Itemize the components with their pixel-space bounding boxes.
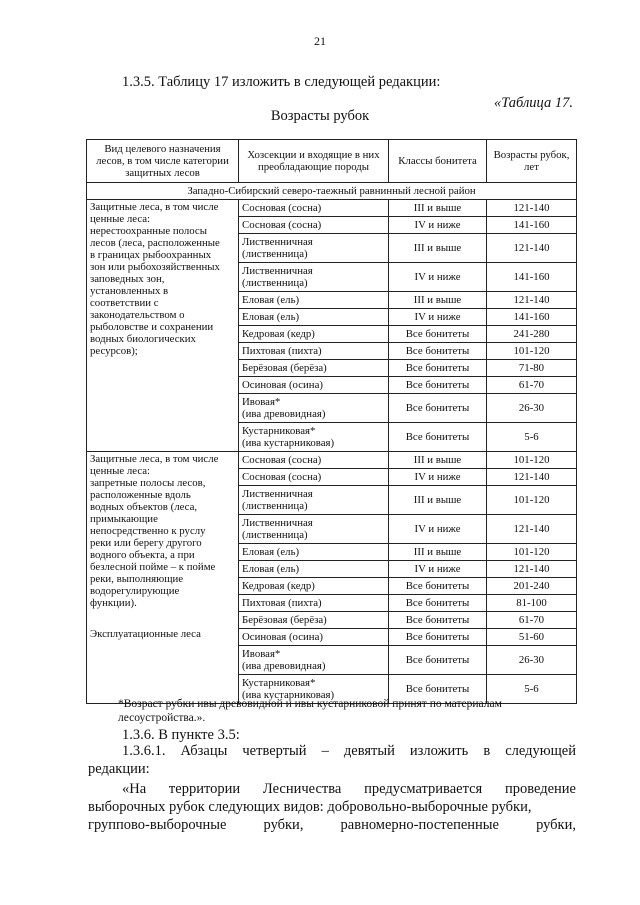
footnote: *Возраст рубки ивы древовидной и ивы кустарниковой принят по материалам лесоустройства.». <box>118 698 502 724</box>
category-line: запретные полосы лесов, <box>90 477 206 489</box>
word: территории <box>168 781 241 797</box>
word: 1.3.6.1. <box>122 743 166 759</box>
category-line: заповедных зон, <box>90 273 165 285</box>
species-line: Лиственничная <box>242 236 313 248</box>
species-line: Берёзовая (берёза) <box>242 362 327 374</box>
species-line: (лиственница) <box>242 529 308 541</box>
species-cell <box>239 200 389 217</box>
table-row <box>87 200 577 217</box>
category-line: ресурсов); <box>90 345 138 357</box>
species-line: (ива древовидная) <box>242 660 326 672</box>
species-line: Кустарниковая* <box>242 425 316 437</box>
word: равномерно-постепенные <box>340 817 499 833</box>
category-line: законодательством о <box>90 309 185 321</box>
bonitet-cell: IV и ниже <box>389 561 487 578</box>
age-cell: 121-140 <box>487 561 577 578</box>
section-heading: 1.3.5. Таблицу 17 изложить в следующей редакции: <box>122 74 441 90</box>
age-cell: 81-100 <box>487 595 577 612</box>
word: Абзацы <box>180 743 228 759</box>
species-line: Еловая (ель) <box>242 546 300 558</box>
species-cell <box>239 394 389 423</box>
body-line-5 <box>88 817 576 834</box>
bonitet-cell: III и выше <box>389 486 487 515</box>
word: в <box>483 743 491 759</box>
bonitet-cell: Все бонитеты <box>389 394 487 423</box>
species-line: Пихтовая (пихта) <box>242 597 322 609</box>
age-cell: 101-120 <box>487 343 577 360</box>
age-cell: 5-6 <box>487 675 577 704</box>
table-header-row <box>87 140 577 183</box>
bonitet-cell: Все бонитеты <box>389 423 487 452</box>
word: следующей <box>505 743 576 759</box>
bonitet-cell: Все бонитеты <box>389 377 487 394</box>
group2-category <box>87 452 239 704</box>
age-cell: 51-60 <box>487 629 577 646</box>
age-cell: 61-70 <box>487 612 577 629</box>
species-cell <box>239 234 389 263</box>
species-line: (лиственница) <box>242 277 308 289</box>
category-line: реки или берегу другого <box>90 537 202 549</box>
category-line: водных объектов (леса, <box>90 501 198 513</box>
species-line: Кедровая (кедр) <box>242 328 315 340</box>
word: «На <box>122 781 147 797</box>
category-line: расположенные вдоль <box>90 489 191 501</box>
category-line: лесов (леса, расположенные <box>90 237 220 249</box>
age-cell: 141-160 <box>487 309 577 326</box>
word: рубки, <box>536 817 576 833</box>
category-line: Эксплуатационные леса <box>90 628 201 640</box>
age-cell: 5-6 <box>487 423 577 452</box>
table-row <box>87 452 577 469</box>
category-line: водорегулирующие <box>90 585 180 597</box>
category-line: непосредственно к руслу <box>90 525 206 537</box>
age-cell: 26-30 <box>487 646 577 675</box>
word: проведение <box>504 781 576 797</box>
body-line-2: редакции: <box>88 761 150 777</box>
word: – <box>321 743 329 759</box>
header-cutting-age: Возрасты рубок, лет <box>487 140 577 183</box>
cutting-age-table <box>86 139 577 704</box>
item-1-3-6: 1.3.6. В пункте 3.5: <box>122 727 240 743</box>
word: изложить <box>409 743 469 759</box>
bonitet-cell: IV и ниже <box>389 515 487 544</box>
age-cell: 141-160 <box>487 263 577 292</box>
bonitet-cell: Все бонитеты <box>389 629 487 646</box>
age-cell: 201-240 <box>487 578 577 595</box>
bonitet-cell: IV и ниже <box>389 217 487 234</box>
species-line: (ива древовидная) <box>242 408 326 420</box>
age-cell: 241-280 <box>487 326 577 343</box>
species-cell <box>239 309 389 326</box>
species-line: Сосновая (сосна) <box>242 219 322 231</box>
age-cell: 61-70 <box>487 377 577 394</box>
age-cell: 101-120 <box>487 452 577 469</box>
bonitet-cell: IV и ниже <box>389 263 487 292</box>
bonitet-cell: Все бонитеты <box>389 326 487 343</box>
word: девятый <box>343 743 395 759</box>
bonitet-cell: III и выше <box>389 292 487 309</box>
species-line: Сосновая (сосна) <box>242 471 322 483</box>
age-cell: 121-140 <box>487 469 577 486</box>
species-cell <box>239 595 389 612</box>
species-line: Осиновая (осина) <box>242 379 323 391</box>
species-line: Сосновая (сосна) <box>242 454 322 466</box>
header-bonitet-class: Классы бонитета <box>389 140 487 183</box>
body-line-4: выборочных рубок следующих видов: добровольно-выборочные рубки, <box>88 799 532 815</box>
category-line: в границах рыбоохранных <box>90 249 212 261</box>
species-cell <box>239 217 389 234</box>
species-line: (ива кустарниковая) <box>242 689 335 701</box>
species-cell <box>239 360 389 377</box>
species-cell <box>239 544 389 561</box>
age-cell: 141-160 <box>487 217 577 234</box>
category-line: водных биологических <box>90 333 196 345</box>
bonitet-cell: Все бонитеты <box>389 595 487 612</box>
species-cell <box>239 578 389 595</box>
species-cell <box>239 469 389 486</box>
group1-category <box>87 200 239 452</box>
bonitet-cell: Все бонитеты <box>389 360 487 377</box>
species-line: Сосновая (сосна) <box>242 202 322 214</box>
bonitet-cell: Все бонитеты <box>389 612 487 629</box>
word: рубки, <box>263 817 304 833</box>
category-line: зон или рыбохозяйственных <box>90 261 220 273</box>
category-line: водного объекта, а при <box>90 549 195 561</box>
bonitet-cell: Все бонитеты <box>389 343 487 360</box>
species-cell <box>239 326 389 343</box>
species-cell <box>239 515 389 544</box>
category-line: безлесной пойме – к пойме <box>90 561 216 573</box>
category-line: Защитные леса, в том числе <box>90 453 219 465</box>
species-line: Ивовая* <box>242 396 281 408</box>
age-cell: 121-140 <box>487 515 577 544</box>
species-cell <box>239 343 389 360</box>
item-1-3-6-1 <box>122 743 576 760</box>
category-line: ценные леса: <box>90 213 151 225</box>
bonitet-cell: III и выше <box>389 544 487 561</box>
table-reference: «Таблица 17. <box>494 95 573 111</box>
bonitet-cell: Все бонитеты <box>389 646 487 675</box>
bonitet-cell: III и выше <box>389 200 487 217</box>
species-line: Кедровая (кедр) <box>242 580 315 592</box>
species-line: Лиственничная <box>242 517 313 529</box>
category-line: примыкающие <box>90 513 158 525</box>
species-cell <box>239 629 389 646</box>
header-economic-section: Хозсекции и входящие в них преобладающие породы <box>239 140 389 183</box>
page-number: 21 <box>314 34 326 48</box>
species-line: Осиновая (осина) <box>242 631 323 643</box>
region-name: Западно-Сибирский северо-таежный равнинный лесной район <box>87 183 577 200</box>
age-cell: 101-120 <box>487 486 577 515</box>
category-line: установленных в <box>90 285 169 297</box>
category-line: рыболовстве и сохранении <box>90 321 214 333</box>
species-cell <box>239 612 389 629</box>
species-line: Еловая (ель) <box>242 563 300 575</box>
species-line: (лиственница) <box>242 248 308 260</box>
bonitet-cell: Все бонитеты <box>389 578 487 595</box>
category-line: ценные леса: <box>90 465 151 477</box>
species-line: (лиственница) <box>242 500 308 512</box>
species-line: (ива кустарниковая) <box>242 437 335 449</box>
bonitet-cell: Все бонитеты <box>389 675 487 704</box>
species-cell <box>239 452 389 469</box>
species-line: Пихтовая (пихта) <box>242 345 322 357</box>
age-cell: 101-120 <box>487 544 577 561</box>
body-line-3 <box>122 781 576 798</box>
category-line: реки, выполняющие <box>90 573 184 585</box>
bonitet-cell: IV и ниже <box>389 469 487 486</box>
species-line: Еловая (ель) <box>242 311 300 323</box>
species-cell <box>239 646 389 675</box>
word: группово-выборочные <box>88 817 227 833</box>
species-line: Ивовая* <box>242 648 281 660</box>
species-line: Лиственничная <box>242 488 313 500</box>
species-cell <box>239 263 389 292</box>
category-line: нерестоохранные полосы <box>90 225 207 237</box>
age-cell: 121-140 <box>487 292 577 309</box>
category-line: соответствии с <box>90 297 159 309</box>
species-line: Берёзовая (берёза) <box>242 614 327 626</box>
category-line: функции). <box>90 597 137 609</box>
age-cell: 121-140 <box>487 234 577 263</box>
species-line: Лиственничная <box>242 265 313 277</box>
species-line: Еловая (ель) <box>242 294 300 306</box>
age-cell: 26-30 <box>487 394 577 423</box>
bonitet-cell: IV и ниже <box>389 309 487 326</box>
age-cell: 71-80 <box>487 360 577 377</box>
word: предусматривается <box>364 781 483 797</box>
species-cell <box>239 292 389 309</box>
species-line: Кустарниковая* <box>242 677 316 689</box>
species-cell <box>239 377 389 394</box>
species-cell <box>239 486 389 515</box>
species-cell <box>239 423 389 452</box>
word: четвертый <box>242 743 307 759</box>
table-title: Возрасты рубок <box>270 108 370 124</box>
word: Лесничества <box>262 781 342 797</box>
header-forest-purpose: Вид целевого назначения лесов, в том числе категории защитных лесов <box>87 140 239 183</box>
spacer <box>90 609 235 628</box>
bonitet-cell: III и выше <box>389 234 487 263</box>
age-cell: 121-140 <box>487 200 577 217</box>
species-cell <box>239 561 389 578</box>
region-row <box>87 183 577 200</box>
category-line: Защитные леса, в том числе <box>90 201 219 213</box>
bonitet-cell: III и выше <box>389 452 487 469</box>
